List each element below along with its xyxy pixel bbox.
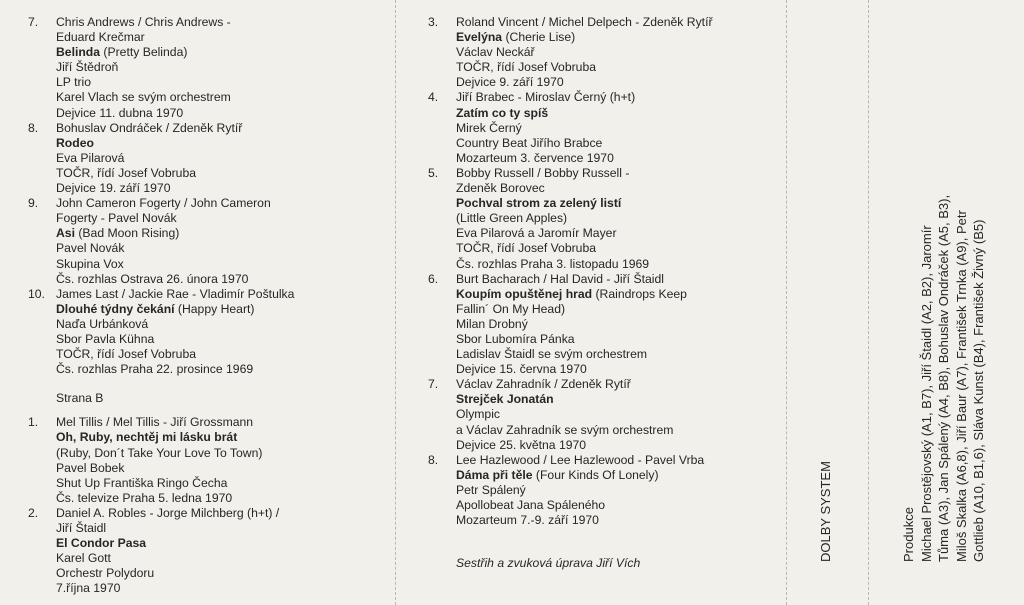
track-number: 10. xyxy=(28,286,45,301)
track-detail: Chris Andrews / Chris Andrews - xyxy=(56,15,231,29)
track-entry xyxy=(428,166,713,272)
track-detail: Burt Bacharach / Hal David - Jiří Štaidl xyxy=(456,271,664,286)
track-detail: Čs. rozhlas Ostrava 26. února 1970 xyxy=(56,271,249,286)
track-detail: Pavel Novák xyxy=(56,241,125,256)
track-number: 4. xyxy=(428,90,439,105)
track-entry xyxy=(28,415,294,506)
track-title-text: Pochval strom za zelený listí xyxy=(456,196,622,211)
track-detail: Mozarteum 7.-9. září 1970 xyxy=(456,513,599,528)
side-b-tracklist xyxy=(28,415,294,596)
track-detail: Lee Hazlewood / Lee Hazlewood - Pavel Vrba xyxy=(456,452,705,467)
track-detail: Jiří Štědroň xyxy=(56,60,119,75)
side-a-tracklist xyxy=(28,15,294,377)
track-original-title: (Pretty Belinda) xyxy=(100,45,188,60)
track-title-text: Evelýna xyxy=(456,30,503,45)
track-detail: Skupina Vox xyxy=(56,256,124,271)
track-title xyxy=(456,287,713,302)
production-line: Tůma (A3), Jan Spálený (A4, B8), Bohuslav Ondráček (A5, B3), xyxy=(936,194,951,562)
track-detail: Shut Up Františka Ringo Čecha xyxy=(56,475,228,490)
track-original-title: (Raindrops Keep xyxy=(592,286,687,301)
track-title xyxy=(56,430,294,445)
track-detail: James Last / Jackie Rae - Vladimír Poštulka xyxy=(56,286,295,301)
track-detail: Naďa Urbánková xyxy=(56,316,149,331)
track-detail: Bohuslav Ondráček / Zdeněk Rytíř xyxy=(56,120,243,135)
track-detail: Roland Vincent / Michel Delpech - Zdeněk Rytíř xyxy=(456,15,713,29)
track-entry xyxy=(428,377,713,452)
fold-line-1 xyxy=(395,0,396,605)
track-title xyxy=(456,30,713,45)
track-title-text: Rodeo xyxy=(56,135,94,150)
track-title xyxy=(56,536,294,551)
track-detail: TOČR, řídí Josef Vobruba xyxy=(56,165,196,180)
spine-label xyxy=(817,461,835,562)
track-detail: Dejvice 19. září 1970 xyxy=(56,181,171,196)
track-title xyxy=(456,392,713,407)
track-detail: Pavel Bobek xyxy=(56,460,125,475)
track-original-title: (Bad Moon Rising) xyxy=(74,226,180,241)
production-line: Gottlieb (A10, B1,6), Sláva Kunst (B4), František Živný (B5) xyxy=(971,219,986,562)
track-title-text: Strejček Jonatán xyxy=(456,392,554,407)
track-title xyxy=(456,468,713,483)
track-detail: TOČR, řídí Josef Vobruba xyxy=(456,241,596,256)
track-detail: Zdeněk Borovec xyxy=(456,181,545,196)
track-title-text: Asi xyxy=(56,226,75,241)
track-detail: Mirek Černý xyxy=(456,120,522,135)
track-detail: Mozarteum 3. července 1970 xyxy=(456,150,614,165)
track-original-title: (Happy Heart) xyxy=(174,301,255,316)
track-detail: Čs. rozhlas Praha 3. listopadu 1969 xyxy=(456,256,650,271)
track-number: 9. xyxy=(28,196,39,211)
track-detail: 7.října 1970 xyxy=(56,581,121,596)
left-column xyxy=(28,15,294,596)
track-title-text: Koupím opuštěnej hrad xyxy=(456,286,593,301)
track-detail: Mel Tillis / Mel Tillis - Jiří Grossmann xyxy=(56,415,254,430)
fold-line-3 xyxy=(868,0,869,605)
track-entry xyxy=(28,15,294,121)
track-detail: Dejvice 25. května 1970 xyxy=(456,437,587,452)
track-number: 8. xyxy=(28,120,39,135)
production-line: Michael Prostějovský (A1, B7), Jiří Štaidl (A2, B2), Jaromír xyxy=(918,225,934,562)
track-detail: Václav Zahradník / Zdeněk Rytíř xyxy=(456,377,631,392)
track-detail: (Little Green Apples) xyxy=(456,211,568,226)
track-title xyxy=(456,106,713,121)
track-original-title: (Four Kinds Of Lonely) xyxy=(532,467,659,482)
track-detail: Bobby Russell / Bobby Russell - xyxy=(456,165,630,180)
fold-line-2 xyxy=(786,0,787,605)
track-detail: Dejvice 11. dubna 1970 xyxy=(56,105,184,120)
track-title xyxy=(56,45,294,60)
track-title-text: Oh, Ruby, nechtěj mi lásku brát xyxy=(56,430,238,445)
track-entry xyxy=(428,15,713,90)
track-detail: Eva Pilarová a Jaromír Mayer xyxy=(456,226,617,241)
track-detail: Karel Gott xyxy=(56,551,111,566)
track-entry xyxy=(428,453,713,528)
production-credits xyxy=(900,195,988,562)
track-entry xyxy=(28,196,294,287)
track-detail: Jiří Brabec - Miroslav Černý (h+t) xyxy=(456,90,636,105)
track-detail: Petr Spálený xyxy=(456,482,526,497)
track-detail: a Václav Zahradník se svým orchestrem xyxy=(456,422,674,437)
track-detail: Country Beat Jiřího Brabce xyxy=(456,135,603,150)
track-detail: Dejvice 9. září 1970 xyxy=(456,75,564,90)
track-number: 7. xyxy=(428,377,439,392)
editing-credit: Sestřih a zvuková úprava Jiří Vích xyxy=(456,556,641,570)
track-number: 1. xyxy=(28,415,39,430)
track-detail: Karel Vlach se svým orchestrem xyxy=(56,90,231,105)
track-detail: Jiří Štaidl xyxy=(56,521,107,535)
track-detail: Milan Drobný xyxy=(456,316,528,331)
dolby-system-text: DOLBY SYSTEM xyxy=(818,461,833,562)
track-detail: TOČR, řídí Josef Vobruba xyxy=(56,347,196,362)
track-number: 3. xyxy=(428,15,439,29)
track-title xyxy=(56,302,294,317)
track-number: 5. xyxy=(428,165,439,180)
track-number: 2. xyxy=(28,505,39,520)
track-number: 6. xyxy=(428,271,439,286)
track-entry xyxy=(428,272,713,378)
track-title xyxy=(56,226,294,241)
track-detail: Dejvice 15. června 1970 xyxy=(456,362,587,377)
track-title xyxy=(56,136,294,151)
track-number: 8. xyxy=(428,452,439,467)
track-title-text: El Condor Pasa xyxy=(56,536,147,551)
track-detail: Čs. televize Praha 5. ledna 1970 xyxy=(56,490,233,505)
track-detail: Čs. rozhlas Praha 22. prosince 1969 xyxy=(56,362,254,377)
track-detail: Daniel A. Robles - Jorge Milchberg (h+t) / xyxy=(56,505,280,520)
track-title-text: Belinda xyxy=(56,45,101,60)
track-entry xyxy=(28,287,294,378)
side-b-heading: Strana B xyxy=(56,391,104,406)
side-b-tracklist-continued xyxy=(428,15,713,528)
track-detail: Eduard Krečmar xyxy=(56,30,145,45)
track-detail: Sbor Lubomíra Pánka xyxy=(456,331,575,346)
track-detail: Olympic xyxy=(456,407,501,422)
track-entry xyxy=(428,90,713,165)
track-original-title: (Cherie Lise) xyxy=(502,30,576,45)
track-detail: Václav Neckář xyxy=(456,45,535,60)
track-title xyxy=(456,196,713,211)
track-title-text: Zatím co ty spíš xyxy=(456,105,549,120)
track-detail: Fallin´ On My Head) xyxy=(456,301,566,316)
middle-column xyxy=(428,15,713,528)
track-title-text: Dlouhé týdny čekání xyxy=(56,301,175,316)
track-entry xyxy=(28,506,294,597)
track-entry xyxy=(28,121,294,196)
track-detail: Ladislav Štaidl se svým orchestrem xyxy=(456,347,648,362)
track-detail: John Cameron Fogerty / John Cameron xyxy=(56,196,271,211)
track-detail: Sbor Pavla Kühna xyxy=(56,331,155,346)
track-detail: LP trio xyxy=(56,75,92,90)
production-heading: Produkce xyxy=(901,507,916,562)
track-number: 7. xyxy=(28,15,39,29)
track-detail: TOČR, řídí Josef Vobruba xyxy=(456,60,596,75)
track-detail: Eva Pilarová xyxy=(56,150,125,165)
track-title-text: Dáma při těle xyxy=(456,467,533,482)
track-detail: Apollobeat Jana Spáleného xyxy=(456,498,606,512)
track-detail: (Ruby, Don´t Take Your Love To Town) xyxy=(56,445,263,460)
production-line: Miloš Skalka (A6,8), Jiří Baur (A7), František Trnka (A9), Petr xyxy=(953,210,969,562)
track-detail: Fogerty - Pavel Novák xyxy=(56,211,177,226)
track-detail: Orchestr Polydoru xyxy=(56,566,155,581)
